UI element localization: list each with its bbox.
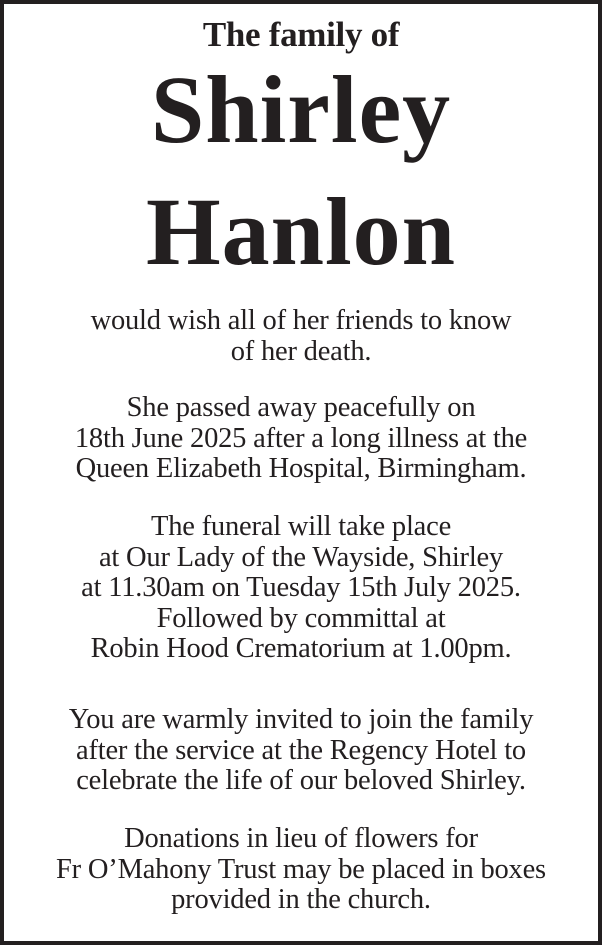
text-line: You are warmly invited to join the family [68, 704, 534, 735]
text-line: celebrate the life of our beloved Shirley. [76, 765, 526, 796]
text-line: provided in the church. [171, 884, 431, 915]
text-line: The funeral will take place [150, 511, 452, 542]
deceased-last-name: Hanlon [145, 178, 457, 285]
donations-paragraph [8, 824, 594, 916]
text-line: after the service at the Regency Hotel to [76, 734, 526, 766]
text-line: Followed by committal at [156, 602, 446, 634]
text-line: Fr O’Mahony Trust may be placed in boxes [56, 853, 546, 885]
text-line: would wish all of her friends to know [90, 305, 512, 336]
invitation-paragraph [8, 705, 594, 797]
funeral-details-paragraph [8, 512, 594, 665]
text-line: at Our Lady of the Wayside, Shirley [98, 541, 504, 573]
announcement-paragraph [8, 306, 594, 367]
text-line: Robin Hood Crematorium at 1.00pm. [90, 633, 512, 664]
deceased-first-name: Shirley [150, 56, 452, 163]
text-line: Queen Elizabeth Hospital, Birmingham. [75, 453, 527, 484]
text-line: of her death. [230, 335, 372, 367]
text-line: 18th June 2025 after a long illness at the [74, 422, 528, 454]
intro-heading: The family of [202, 15, 400, 54]
passing-details-paragraph [8, 393, 594, 485]
text-line: She passed away peacefully on [126, 392, 476, 423]
text-line: at 11.30am on Tuesday 15th July 2025. [81, 572, 521, 603]
text-line: Donations in lieu of flowers for [124, 823, 478, 854]
